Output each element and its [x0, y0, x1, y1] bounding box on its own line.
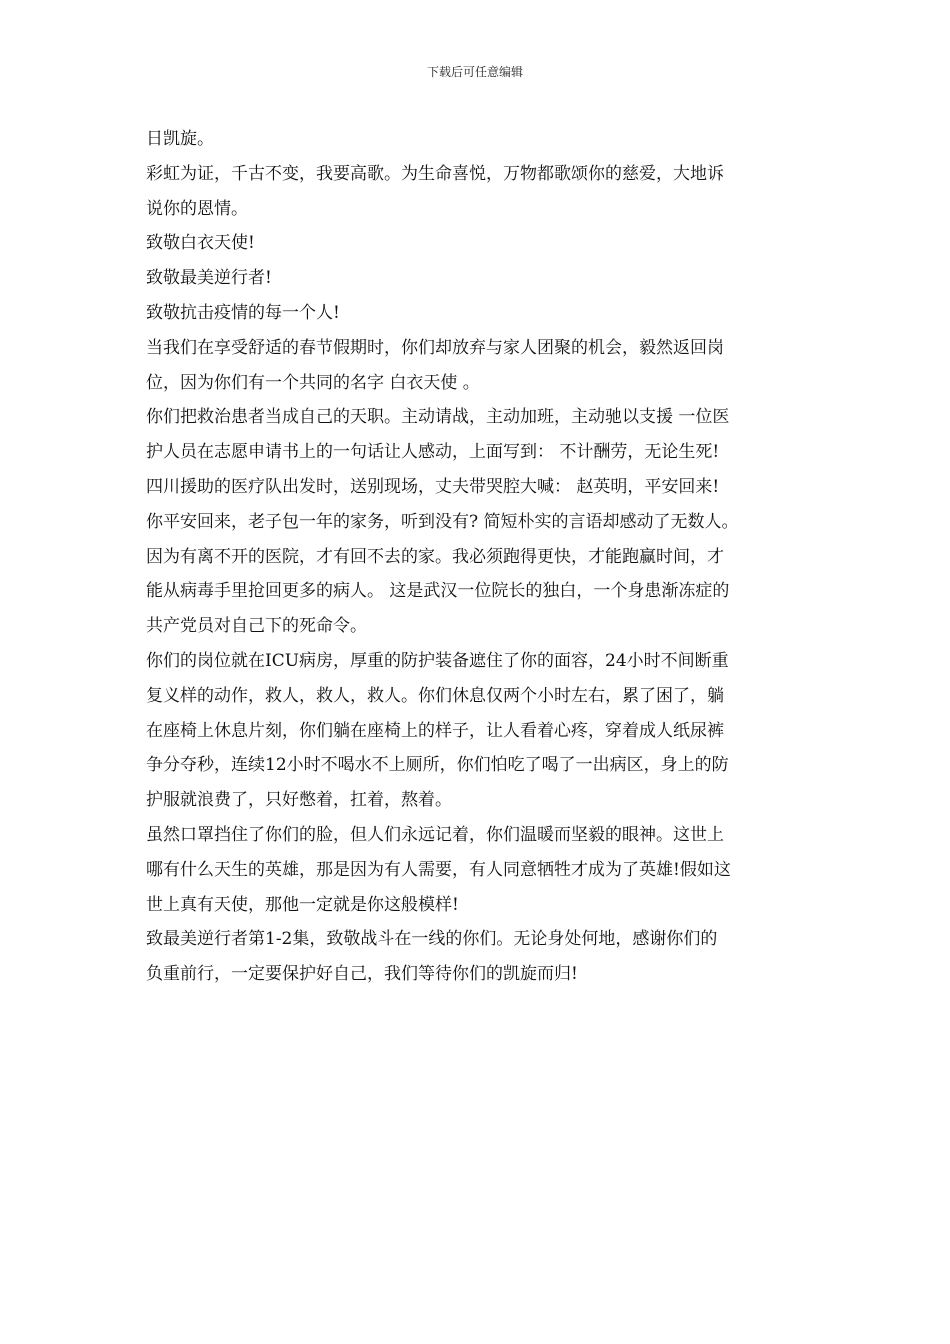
text-line: 日凯旋。: [146, 129, 214, 149]
text-line: 争分夺秒，连续12小时不喝水不上厕所，你们怕吃了喝了一出病区，身上的防: [146, 755, 729, 776]
text-line: 能从病毒手里抢回更多的病人。 这是武汉一位院长的独白，一个身患渐冻症的: [146, 581, 730, 602]
text-line: 你们把救治患者当成自己的天职。主动请战，主动加班，主动驰以支援 一位医: [146, 407, 730, 428]
text-line: 位，因为你们有一个共同的名字 白衣天使 。: [146, 372, 480, 393]
document-body: [146, 122, 816, 992]
text-line: 你平安回来，老子包一年的家务，听到没有? 简短朴实的言语却感动了无数人。: [146, 511, 739, 532]
text-line: 致敬抗击疫情的每一个人!: [146, 302, 340, 323]
text-line: 在座椅上休息片刻，你们躺在座椅上的样子，让人看着心疼，穿着成人纸尿裤: [146, 720, 724, 741]
text-line: 因为有离不开的医院，才有回不去的家。我必须跑得更快，才能跑赢时间，才: [146, 546, 724, 567]
text-line: 致敬最美逆行者!: [146, 268, 272, 289]
text-line: 说你的恩情。: [146, 198, 248, 219]
text-line: 四川援助的医疗队出发时，送别现场，丈夫带哭腔大喊： 赵英明，平安回来!: [146, 476, 720, 497]
text-line: 致敬白衣天使!: [146, 233, 255, 254]
text-line: 虽然口罩挡住了你们的脸，但人们永远记着，你们温暖而坚毅的眼神。这世上: [146, 824, 724, 845]
text-line: 彩虹为证，千古不变，我要高歌。为生命喜悦，万物都歌颂你的慈爱，大地诉: [146, 163, 724, 184]
text-line: 护服就浪费了，只好憋着，扛着，熬着。: [146, 790, 452, 811]
text-line: 你们的岗位就在ICU病房，厚重的防护装备遮住了你的面容，24小时不间断重: [146, 650, 729, 671]
text-line: 当我们在享受舒适的春节假期时，你们却放弃与家人团聚的机会，毅然返回岗: [146, 337, 724, 358]
text-line: 复义样的动作，救人，救人，救人。你们休息仅两个小时左右，累了困了，躺: [146, 685, 724, 706]
text-line: 护人员在志愿申请书上的一句话让人感动，上面写到： 不计酬劳，无论生死!: [146, 442, 720, 463]
text-line: 哪有什么天生的英雄，那是因为有人需要，有人同意牺牲才成为了英雄!假如这: [146, 859, 731, 880]
text-line: 致最美逆行者第1-2集，致敬战斗在一线的你们。无论身处何地，感谢你们的: [146, 929, 718, 950]
text-line: 世上真有天使，那他一定就是你这般模样!: [146, 894, 459, 915]
text-line: 负重前行，一定要保护好自己，我们等待你们的凯旋而归!: [146, 964, 578, 985]
text-line: 共产党员对自己下的死命令。: [146, 616, 367, 637]
page-header-note: 下载后可任意编辑: [426, 65, 523, 79]
